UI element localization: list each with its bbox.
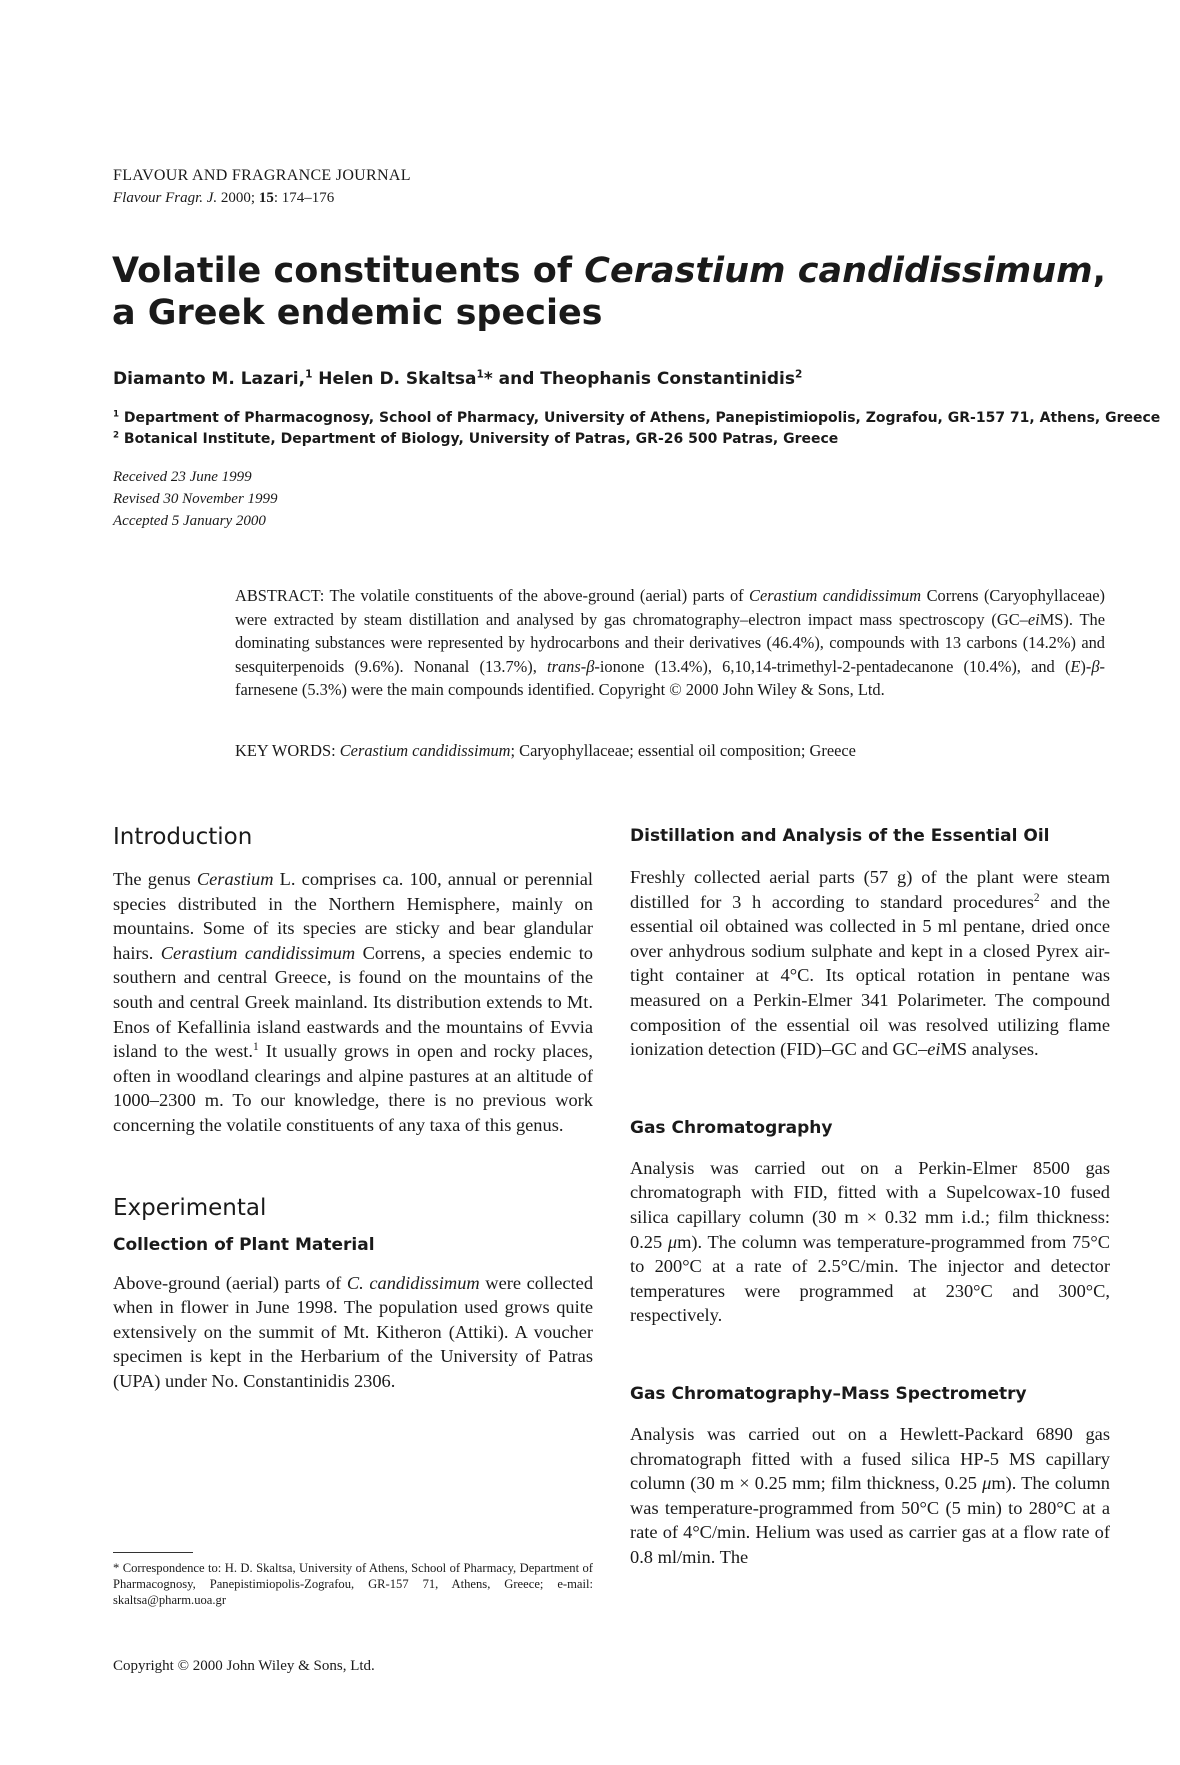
subheading-distillation: Distillation and Analysis of the Essential Oil	[630, 826, 1050, 846]
text: m). The column was temperature-programmed from 75°C to 200°C at a rate of 2.5°C/min. The injector and detector temperatures were programmed at 230°C and 300°C, respectively.	[630, 1231, 1110, 1326]
author-2: Helen D. Skaltsa	[312, 369, 477, 389]
keyword-species: Cerastium candidissimum	[339, 741, 511, 760]
italic: μ	[667, 1231, 678, 1252]
affiliation-1	[113, 408, 1160, 429]
italic: ei	[927, 1039, 941, 1060]
collection-paragraph	[113, 1271, 593, 1394]
subheading-gas-chromatography: Gas Chromatography	[630, 1117, 833, 1138]
abstract	[235, 584, 1105, 702]
citation-year: 2000;	[220, 190, 256, 206]
text: and the essential oil obtained was collected in 5 ml pentane, dried once over anhydrous sodium sulphate and kept in a closed Pyrex air-tight container at 4°C. Its optical rotation in pentane was measured on a Perkin-Elmer 341 Polarimeter. The compound composition of the essential oil was resolved utilizing flame ionization detection (FID)–GC and GC–	[630, 891, 1111, 1060]
species: Cerastium candidissimum	[160, 942, 356, 963]
journal-name: FLAVOUR AND FRAGRANCE JOURNAL	[113, 167, 411, 184]
right-column	[630, 822, 1110, 1569]
text: Analysis was carried out on a Hewlett-Packard 6890 gas chromatograph fitted with a fused silica HP-5 MS capillary column (30 m × 0.25 mm; film thickness, 0.25	[630, 1423, 1110, 1494]
abstract-italic: E	[1070, 656, 1081, 676]
reference-marker: 1	[253, 1041, 259, 1054]
title-part1: Volatile constituents of	[112, 251, 585, 291]
text: were collected when in flower in June 1998. The population used grows quite extensively on the summit of Mt. Kitheron (Attiki). A voucher specimen is kept in the Herbarium of the University of Patras (UPA) under No. Constantinidis 2306.	[113, 1272, 594, 1391]
author-1: Diamanto M. Lazari,	[113, 369, 306, 389]
text: Correns, a species endemic to southern and central Greece, is found on the mountains of the south and central Greek mainland. Its distribution extends to Mt. Enos of Kefallinia island eastwards and the mountains of Evvia island to the west.	[113, 942, 593, 1062]
introduction-paragraph	[113, 867, 593, 1138]
abstract-text: ionone (13.4%), 6,10,14-trimethyl-2-pentadecanone (10.4%), and (	[599, 656, 1071, 676]
left-column	[113, 822, 593, 1394]
correspondence-footnote: * Correspondence to: H. D. Skaltsa, University of Athens, School of Pharmacy, Department of Pharmacognosy, Panepistimiopolis-Zografou, GR-157 71, Athens, Greece; e-mail: skaltsa@pharm.uoa.gr	[113, 1561, 593, 1607]
abstract-text: -farnesene (5.3%) were the main compounds identified. Copyright © 2000 John Wiley & Sons, Ltd.	[235, 656, 1105, 699]
reference-marker: 2	[1033, 891, 1040, 904]
text: It usually grows in open and rocky places, often in woodland clearings and alpine pastures at an altitude of 1000–2300 m. To our knowledge, there is no previous work concerning the volatile constituents of any taxa of this genus.	[113, 1041, 593, 1135]
abstract-text: Correns (Caryophyllaceae) were extracted by steam distillation and analysed by gas chromatography–electron impact mass spectroscopy (GC–	[235, 586, 1105, 629]
abstract-text: ABSTRACT: The volatile constituents of the above-ground (aerial) parts of	[235, 586, 750, 605]
abstract-italic: ei	[1027, 609, 1040, 629]
abstract-text: )-	[1080, 656, 1092, 676]
date-revised: Revised 30 November 1999	[113, 491, 278, 507]
text: MS analyses.	[940, 1039, 1039, 1060]
citation-pages: : 174–176	[273, 190, 335, 206]
author-1-affil: 1	[305, 368, 313, 381]
citation-volume: 15	[258, 190, 274, 206]
paper-title	[112, 250, 1112, 334]
affiliation-1-text: Department of Pharmacognosy, School of Pharmacy, University of Athens, Panepistimiopolis, Zografou, GR-157 71, Athens, Greece	[119, 410, 1161, 426]
title-part2: , a Greek endemic species	[112, 251, 1106, 333]
keywords-label: KEY WORDS:	[235, 741, 340, 760]
text: Analysis was carried out on a Perkin-Elmer 8500 gas chromatograph with FID, fitted with a Supelcowax-10 fused silica capillary column (30 m × 0.32 mm i.d.; film thickness: 0.25	[630, 1157, 1110, 1252]
gc-paragraph	[630, 1156, 1110, 1328]
history-dates	[113, 466, 278, 532]
affiliations	[113, 408, 1160, 450]
copyright-footer: Copyright © 2000 John Wiley & Sons, Ltd.	[113, 1658, 375, 1674]
text: m). The column was temperature-programmed from 50°C (5 min) to 280°C at a rate of 4°C/min. Helium was used as carrier gas at a flow rate of 0.8 ml/min. The	[630, 1473, 1110, 1567]
abstract-species: Cerastium candidissimum	[749, 586, 922, 605]
abstract-italic: trans-β-	[547, 656, 600, 676]
abstract-italic: β	[1091, 656, 1100, 676]
affiliation-2-text: Botanical Institute, Department of Biology, University of Patras, GR-26 500 Patras, Greece	[119, 431, 839, 447]
section-heading-experimental: Experimental	[113, 1194, 267, 1221]
keywords	[235, 741, 1105, 761]
author-3: * and Theophanis Constantinidis	[483, 369, 795, 389]
genus: Cerastium	[196, 869, 274, 889]
citation-abbrev: Flavour Fragr. J.	[113, 190, 218, 206]
title-species: Cerastium candidissimum	[584, 251, 1093, 291]
affiliation-2-number: 2	[113, 430, 120, 441]
subheading-collection: Collection of Plant Material	[113, 1234, 375, 1255]
author-3-affil: 2	[795, 368, 803, 381]
text: Above-ground (aerial) parts of	[113, 1272, 347, 1293]
affiliation-1-number: 1	[113, 409, 120, 420]
italic: μ	[982, 1473, 992, 1494]
gcms-paragraph	[630, 1422, 1110, 1570]
date-received: Received 23 June 1999	[113, 469, 252, 485]
date-accepted: Accepted 5 January 2000	[113, 513, 266, 529]
footnote-divider	[113, 1552, 193, 1553]
distillation-paragraph	[630, 865, 1110, 1062]
author-list	[113, 369, 802, 389]
text: Freshly collected aerial parts (57 g) of the plant were steam distilled for 3 h according to standard procedures	[630, 867, 1110, 912]
author-2-affil: 1	[476, 368, 484, 381]
affiliation-2	[113, 429, 1160, 450]
abstract-text: MS). The dominating substances were represented by hydrocarbons and their derivatives (46.4%), compounds with 13 carbons (14.2%) and sesquiterpenoids (9.6%). Nonanal (13.7%),	[235, 609, 1105, 676]
keywords-rest: ; Caryophyllaceae; essential oil composition; Greece	[510, 741, 856, 760]
subheading-gc-ms: Gas Chromatography–Mass Spectrometry	[630, 1383, 1027, 1404]
section-heading-introduction: Introduction	[113, 824, 253, 850]
text: L. comprises ca. 100, annual or perennial species distributed in the Northern Hemisphere, mainly on mountains. Some of its species are sticky and bear glandular hairs.	[113, 869, 593, 963]
text: The genus	[113, 869, 197, 889]
journal-citation	[113, 190, 334, 207]
species: C. candidissimum	[346, 1272, 480, 1293]
